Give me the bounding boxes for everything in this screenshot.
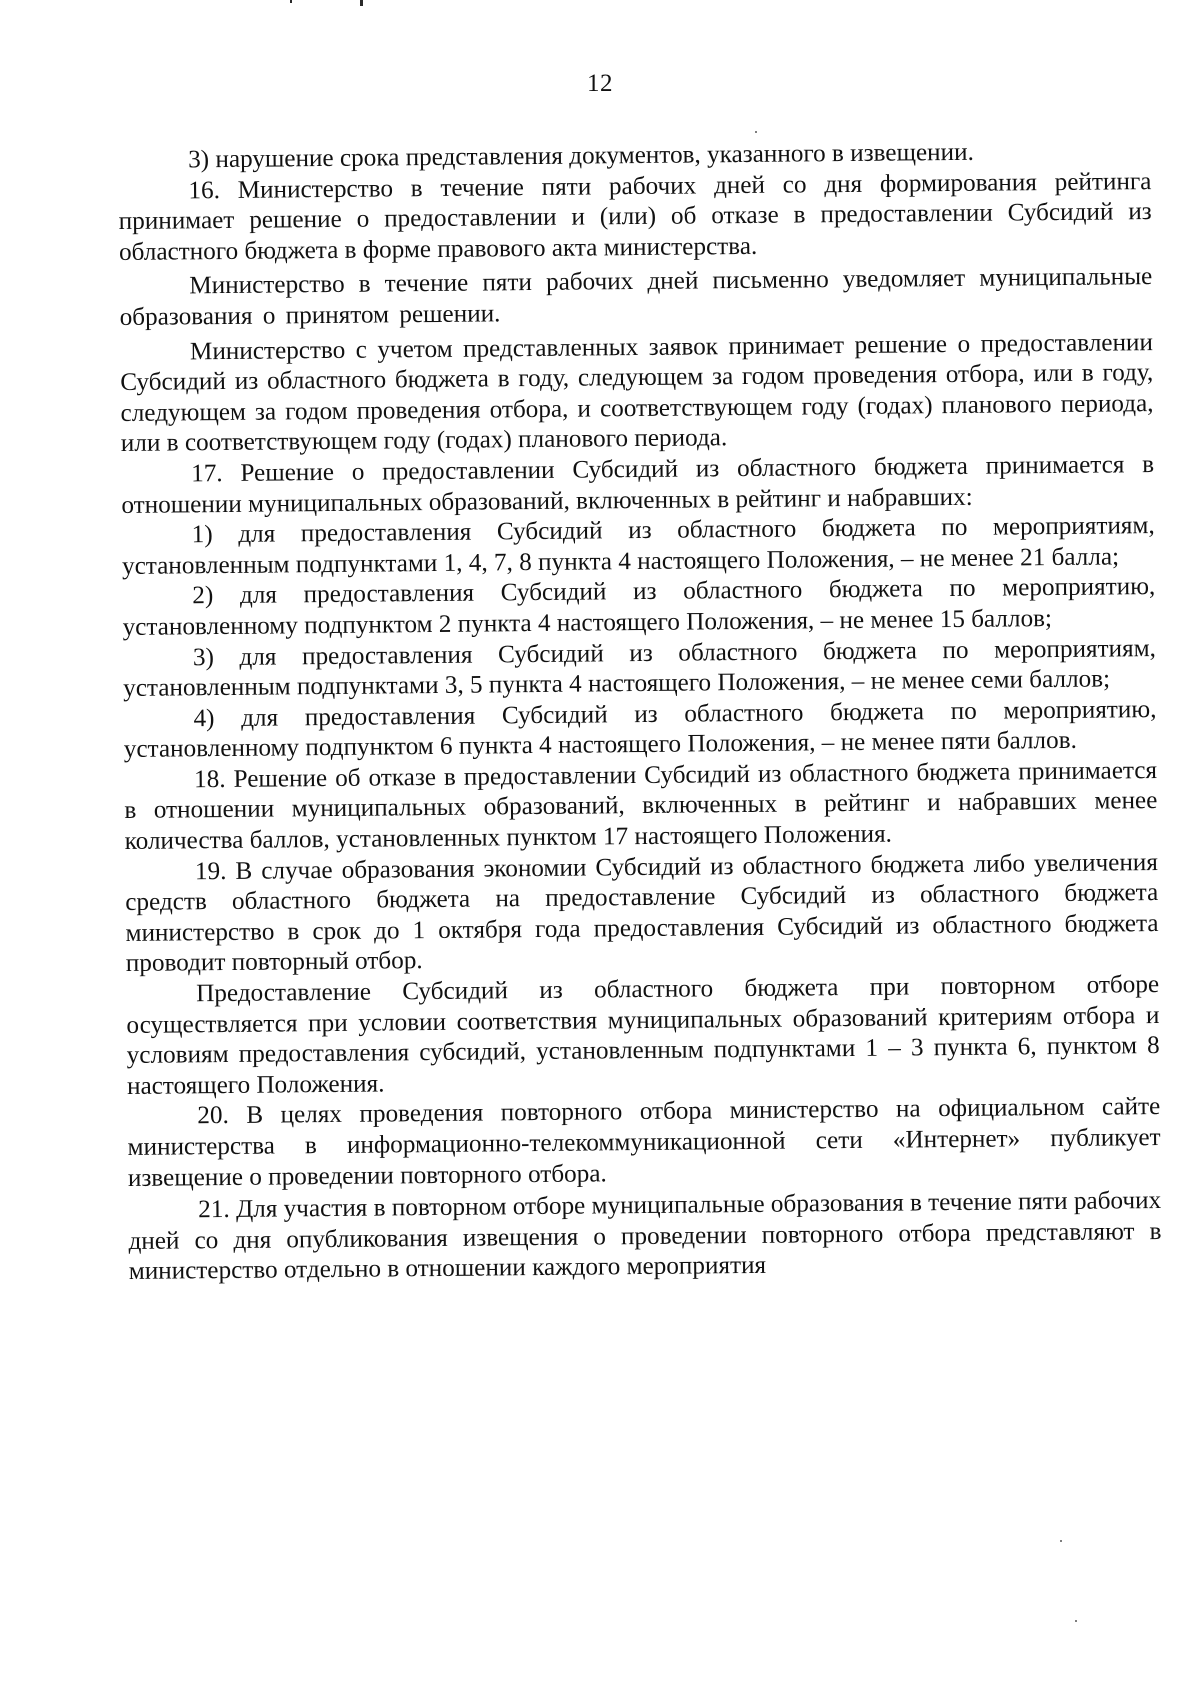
scan-speck [755,131,757,133]
paragraph-16: 16. Министерство в течение пяти рабочих дней со дня формирования рейтинга принимает решение о предоставлении и (или) об отказе в предоставлении Субсидий из областного бюджета в форме правового акта министерства. [118,167,1152,266]
paragraph-17-item-1: 1) для предоставления Субсидий из областного бюджета по мероприятиям, установленным подпунктами 1, 4, 7, 8 пункта 4 настоящего Положения, – не менее 21 балла; [121,512,1155,580]
paragraph-19-repeat-selection: Предоставление Субсидий из областного бюджета при повторном отборе осуществляется при условии соответствия муниципальных образований критериям отбора и условиям предоставления субсидий, установленным подпунктами 1 – 3 пункта 6, пунктом 8 настоящего Положения. [126,971,1160,1100]
paragraph-17: 17. Решение о предоставлении Субсидий из областного бюджета принимается в отношении муниципальных образований, включенных в рейтинг и набравших: [121,451,1155,519]
paragraph-20: 20. В целях проведения повторного отбора министерство на официальном сайте министерства в информационно-телекоммуникационной сети «Интернет» публикует извещение о проведении повторного отбора. [127,1093,1161,1192]
paragraph-16-notify: Министерство в течение пяти рабочих дней письменно уведомляет муниципальные образования о принятом решении. [119,263,1153,331]
paragraph-16-decision: Министерство с учетом представленных заявок принимает решение о предоставлении Субсидий из областного бюджета в году, следующем за годом проведения отбора, или в году, следующем за годом проведения отбора, и соответствующем году (годах) планового периода, или в соответствующем году (годах) планового периода. [120,328,1154,458]
scan-mark [290,0,292,3]
paragraph-17-item-4: 4) для предоставления Субсидий из областного бюджета по мероприятию, установленному подпунктом 6 пункта 4 настоящего Положения, – не менее пяти баллов. [123,695,1157,764]
paragraph-18: 18. Решение об отказе в предоставлении Субсидий из областного бюджета принимается в отношении муниципальных образований, включенных в рейтинг и набравших менее количества баллов, установленных пунктом 17 настоящего Положения. [124,756,1158,856]
paragraph-3-violation: 3) нарушение срока представления документов, указанного в извещении. [188,138,974,174]
scan-speck [1075,1620,1077,1622]
page-number: 12 [587,70,613,97]
scan-speck [1060,1540,1062,1542]
paragraph-17-item-3: 3) для предоставления Субсидий из областного бюджета по мероприятиям, установленным подпунктами 3, 5 пункта 4 настоящего Положения, – не менее семи баллов; [123,634,1156,703]
document-body [118,136,1162,1288]
paragraph-17-item-2: 2) для предоставления Субсидий из областного бюджета по мероприятию, установленному подпунктом 2 пункта 4 настоящего Положения, – не менее 15 баллов; [122,573,1156,641]
paragraph-19: 19. В случае образования экономии Субсидий из областного бюджета либо увеличения средств областного бюджета на предоставление Субсидий из областного бюджета министерство в срок до 1 октября года предоставления Субсидий из областного бюджета проводит повторный отбор. [125,848,1159,978]
scan-mark [360,0,363,6]
paragraph-21: 21. Для участия в повторном отборе муниципальные образования в течение пяти рабочих дней со дня опубликования извещения о проведении повторного отбора представляют в министерство отдельно в отношении каждого мероприятия [128,1187,1162,1286]
